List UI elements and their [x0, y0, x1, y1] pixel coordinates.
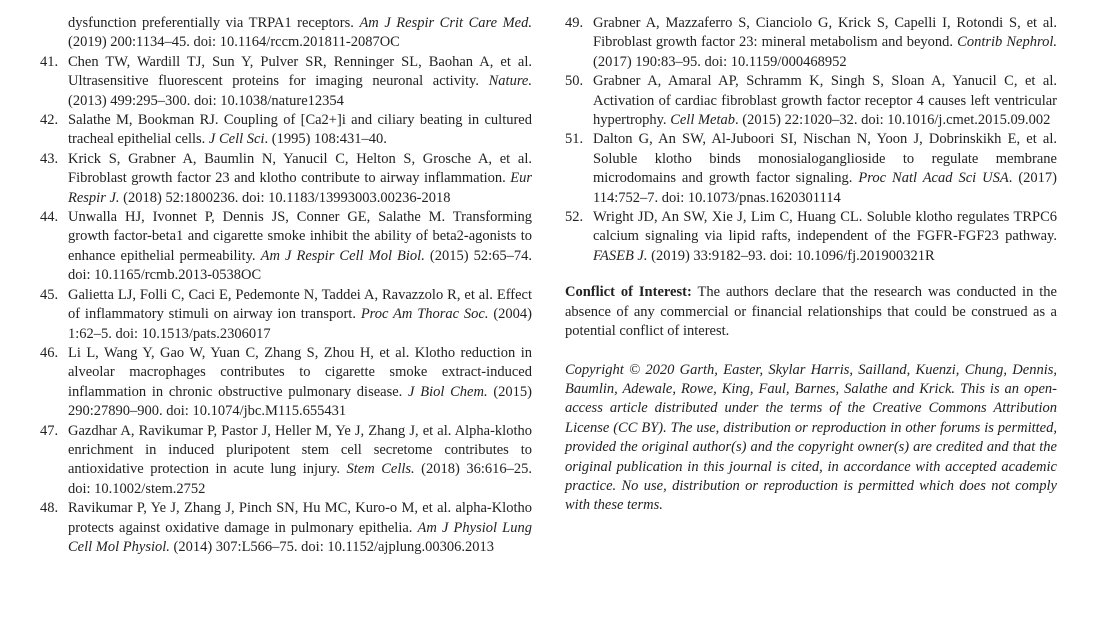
- journal-name: Am J Respir Cell Mol Biol.: [260, 247, 425, 264]
- reference-citation-text: (2018) 36:616–25. doi: 10.1002/stem.2752: [68, 461, 533, 497]
- reference-item: [40, 14, 532, 53]
- reference-item: [565, 208, 1057, 266]
- journal-name: Eur Respir J.: [68, 170, 532, 206]
- journal-name: J Cell Sci: [208, 131, 265, 148]
- reference-number: 43.: [40, 150, 59, 167]
- reference-citation-text: (2018) 52:1800236. doi: 10.1183/13993003.00236-2018: [119, 189, 451, 206]
- reference-text: [68, 287, 532, 342]
- reference-number: 41.: [40, 53, 59, 70]
- reference-number: 47.: [40, 422, 59, 439]
- reference-item: [40, 53, 532, 111]
- reference-citation-text: (2019) 200:1134–45. doi: 10.1164/rccm.201811-2087OC: [68, 34, 400, 51]
- reference-text: [593, 131, 1057, 205]
- reference-citation-text: Gazdhar A, Ravikumar P, Pastor J, Heller M, Ye J, Zhang J, et al. Alpha-klotho enrichment in induced pluripotent stem cell secretome contributes to antioxidative protection in acute lung injury.: [68, 422, 532, 478]
- reference-item: [565, 72, 1057, 130]
- reference-number: 46.: [40, 344, 59, 361]
- references-column-right: [565, 14, 1057, 516]
- reference-citation-text: Salathe M, Bookman RJ. Coupling of [Ca2+]i and ciliary beating in cultured tracheal epithelial cells.: [68, 112, 532, 148]
- reference-number: 44.: [40, 209, 59, 226]
- journal-name: Cell Metab: [670, 112, 736, 129]
- reference-text: [593, 73, 1057, 128]
- journal-name: Am J Physiol Lung Cell Mol Physiol.: [68, 519, 532, 555]
- reference-citation-text: (2013) 499:295–300. doi: 10.1038/nature12354: [68, 92, 344, 109]
- reference-citation-text: dysfunction preferentially via TRPA1 receptors.: [68, 15, 360, 31]
- reference-item: [40, 422, 532, 500]
- journal-name: Contrib Nephrol.: [957, 34, 1057, 51]
- reference-text: [593, 15, 1057, 70]
- reference-text: [68, 345, 532, 419]
- reference-text: [68, 423, 532, 497]
- reference-citation-text: (2017) 190:83–95. doi: 10.1159/000468952: [593, 53, 847, 70]
- reference-citation-text: (2004) 1:62–5. doi: 10.1513/pats.2306017: [68, 306, 532, 342]
- reference-text: [68, 209, 532, 283]
- reference-text: [68, 151, 532, 206]
- reference-citation-text: Grabner A, Amaral AP, Schramm K, Singh S, Sloan A, Yanucil C, et al. Activation of cardiac fibroblast growth factor receptor 4 causes left ventricular hypertrophy.: [593, 73, 1057, 129]
- copyright-paragraph: Copyright © 2020 Garth, Easter, Skylar Harris, Sailland, Kuenzi, Chung, Dennis, Baumlin, Adewale, Rowe, King, Faul, Barnes, Salathe and Krick. This is an open-access article distributed under the terms of the Creative Commons Attribution License (CC BY). The use, distribution or reproduction in other forums is permitted, provided the original author(s) and the copyright owner(s) are credited and that the original publication in this journal is cited, in accordance with accepted academic practice. No use, distribution or reproduction is permitted which does not comply with these terms.: [565, 361, 1057, 514]
- reference-number: 45.: [40, 286, 59, 303]
- journal-name: Stem Cells.: [346, 461, 415, 478]
- reference-text: [593, 209, 1057, 264]
- reference-citation-text: (2015) 290:27890–900. doi: 10.1074/jbc.M115.655431: [68, 383, 532, 420]
- conflict-of-interest-paragraph: [565, 283, 1057, 341]
- reference-text: [68, 15, 532, 50]
- reference-citation-text: Chen TW, Wardill TJ, Sun Y, Pulver SR, Renninger SL, Baohan A, et al. Ultrasensitive fluorescent proteins for imaging neuronal activity.: [68, 53, 532, 90]
- reference-citation-text: Grabner A, Mazzaferro S, Cianciolo G, Krick S, Capelli I, Rotondi S, et al. Fibroblast growth factor 23: mineral metabolism and beyond.: [593, 15, 1057, 51]
- reference-citation-text: (2014) 307:L566–75. doi: 10.1152/ajplung.00306.2013: [169, 538, 494, 555]
- reference-number: 42.: [40, 112, 59, 129]
- conflict-of-interest-text: The authors declare that the research was conducted in the absence of any commercial or financial relationships that could be construed as a potential conflict of interest.: [565, 284, 1057, 340]
- reference-item: [565, 130, 1057, 208]
- reference-citation-text: Li L, Wang Y, Gao W, Yuan C, Zhang S, Zhou H, et al. Klotho reduction in alveolar macrophages contributes to cigarette smoke extract-induced inflammation in chronic obstructive pulmonary disease.: [68, 344, 532, 400]
- journal-name: Proc Natl Acad Sci USA: [858, 170, 1009, 187]
- journal-name: Nature.: [488, 73, 532, 90]
- references-column-left: [40, 14, 532, 557]
- reference-citation-text: Unwalla HJ, Ivonnet P, Dennis JS, Conner GE, Salathe M. Transforming growth factor-beta1 and cigarette smoke inhibit the ability of beta2-agonists to enhance epithelial permeability.: [68, 209, 532, 264]
- reference-citation-text: Wright JD, An SW, Xie J, Lim C, Huang CL. Soluble klotho regulates TRPC6 calcium signaling via lipid rafts, independent of the FGFR-FGF23 pathway.: [593, 209, 1057, 245]
- reference-item: [40, 499, 532, 557]
- reference-citation-text: Ravikumar P, Ye J, Zhang J, Pinch SN, Hu MC, Kuro-o M, et al. alpha-Klotho protects against oxidative damage in pulmonary epithelia.: [68, 500, 532, 536]
- journal-name: J Biol Chem.: [408, 383, 488, 400]
- reference-number: 52.: [565, 209, 584, 226]
- reference-number: 51.: [565, 131, 584, 148]
- reference-number: 50.: [565, 73, 584, 90]
- conflict-of-interest-label: Conflict of Interest:: [565, 284, 692, 301]
- reference-citation-text: . (1995) 108:431–40.: [264, 131, 387, 148]
- reference-item: [40, 344, 532, 422]
- journal-name: Am J Respir Crit Care Med.: [359, 15, 532, 31]
- reference-item: [40, 111, 532, 150]
- reference-item: [40, 208, 532, 286]
- reference-item: [565, 14, 1057, 72]
- reference-text: [68, 500, 532, 555]
- reference-citation-text: (2015) 52:65–74. doi: 10.1165/rcmb.2013-0538OC: [68, 247, 533, 284]
- reference-citation-text: . (2015) 22:1020–32. doi: 10.1016/j.cmet.2015.09.002: [735, 112, 1051, 129]
- journal-name: Proc Am Thorac Soc.: [360, 306, 489, 323]
- reference-citation-text: Dalton G, An SW, Al-Juboori SI, Nischan N, Yoon J, Dobrinskikh E, et al. Soluble klotho binds monosialoganglioside to regulate membrane microdomains and growth factor signaling.: [593, 131, 1057, 187]
- reference-citation-text: . (2017) 114:752–7. doi: 10.1073/pnas.1620301114: [593, 170, 1057, 206]
- reference-number: 48.: [40, 500, 59, 517]
- journal-name: FASEB J.: [593, 247, 648, 264]
- reference-text: [68, 54, 532, 109]
- reference-citation-text: (2019) 33:9182–93. doi: 10.1096/fj.201900321R: [647, 247, 935, 264]
- reference-text: [68, 112, 532, 147]
- reference-number: 49.: [565, 15, 584, 31]
- reference-item: [40, 150, 532, 208]
- reference-citation-text: Krick S, Grabner A, Baumlin N, Yanucil C, Helton S, Grosche A, et al. Fibroblast growth factor 23 and klotho contribute to airway inflammation.: [68, 150, 532, 187]
- reference-item: [40, 286, 532, 344]
- reference-citation-text: Galietta LJ, Folli C, Caci E, Pedemonte N, Taddei A, Ravazzolo R, et al. Effect of inflammatory stimuli on airway ion transport.: [68, 286, 532, 323]
